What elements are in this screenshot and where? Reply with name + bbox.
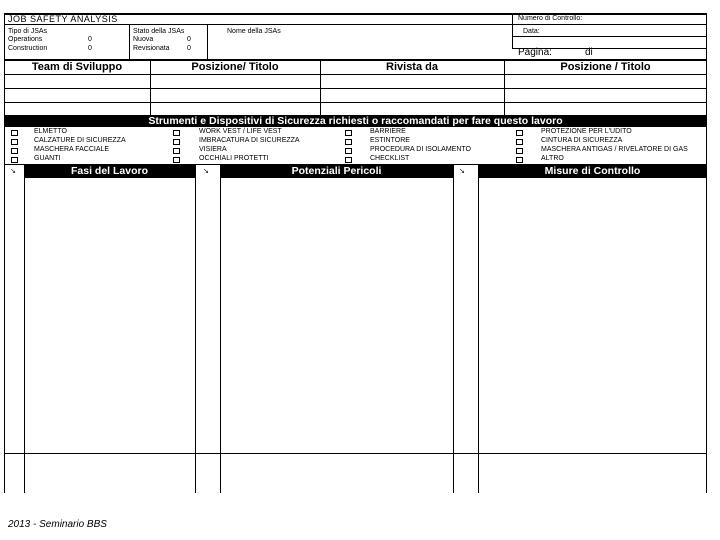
- tool-protezione-udito: PROTEZIONE PER L'UDITO: [541, 128, 632, 135]
- tool-maschera-antigas: MASCHERA ANTIGAS / RIVELATORE DI GAS: [541, 146, 688, 153]
- tipo-operations-value[interactable]: 0: [88, 36, 92, 43]
- pericoli-header: [220, 165, 453, 178]
- tools-banner-text: Strumenti e Dispositivi di Sicurezza richiesti o raccomandati per fare questo lavoro: [148, 115, 563, 127]
- header-divider-2: [207, 24, 208, 59]
- checkbox-estintore[interactable]: [345, 139, 352, 145]
- checkbox-altro[interactable]: [516, 157, 523, 163]
- stato-nuova-label: Nuova: [133, 36, 154, 43]
- form-right-border: [706, 13, 707, 493]
- form-title: JOB SAFETY ANALYSIS: [8, 14, 118, 24]
- tool-work-vest: WORK VEST / LIFE VEST: [199, 128, 282, 135]
- tool-visiera: VISIERA: [199, 146, 227, 153]
- pericoli-input-area[interactable]: [221, 179, 453, 453]
- misure-header: [478, 165, 707, 178]
- fasi-input-area[interactable]: [25, 179, 195, 453]
- checkbox-occhiali[interactable]: [173, 157, 180, 163]
- checkbox-maschera-facciale[interactable]: [11, 148, 18, 154]
- tool-procedura-isolamento: PROCEDURA DI ISOLAMENTO: [370, 146, 472, 153]
- title-underline: [4, 24, 512, 25]
- tipo-operations-label: Operations: [8, 36, 43, 43]
- checkbox-elmetto[interactable]: [11, 130, 18, 136]
- stato-nuova-value[interactable]: 0: [187, 36, 191, 43]
- main-col-line-4: [453, 165, 454, 493]
- data-label: Data:: [523, 28, 540, 35]
- tool-maschera-facciale: MASCHERA FACCIALE: [34, 146, 110, 153]
- tool-imbracatura: IMBRACATURA DI SICUREZZA: [199, 137, 300, 144]
- misure-input-area[interactable]: [479, 179, 706, 453]
- fasi-sort-arrow-icon: ↘: [10, 168, 16, 175]
- team-header-sviluppo: Team di Sviluppo: [31, 61, 123, 73]
- checkbox-protezione-udito[interactable]: [516, 130, 523, 136]
- nome-label: Nome della JSAs: [227, 28, 281, 35]
- checkbox-checklist[interactable]: [345, 157, 352, 163]
- main-col-line-2: [195, 165, 196, 493]
- team-row-line-1: [4, 74, 707, 75]
- pericoli-sort-arrow-icon: ↘: [203, 168, 209, 175]
- fasi-header-text: Fasi del Lavoro: [70, 165, 149, 177]
- tool-altro: ALTRO: [541, 155, 564, 162]
- checkbox-procedura-isolamento[interactable]: [345, 148, 352, 154]
- tipo-construction-value[interactable]: 0: [88, 45, 92, 52]
- tool-occhiali: OCCHIALI PROTETTI: [199, 155, 269, 162]
- pagina-di-label: di: [585, 47, 593, 58]
- data-underline: [512, 36, 707, 37]
- checkbox-cintura[interactable]: [516, 139, 523, 145]
- numero-underline: [512, 24, 707, 25]
- tool-checklist: CHECKLIST: [370, 155, 410, 162]
- footer-caption: 2013 - Seminario BBS: [8, 519, 107, 530]
- header-right-divider: [512, 13, 513, 48]
- tool-barriere: BARRIERE: [370, 128, 406, 135]
- stato-label: Stato della JSAs: [133, 28, 185, 35]
- jsa-form: [4, 13, 707, 493]
- pagina-label: Pagina:: [518, 47, 552, 58]
- team-header-posizione: Posizione/ Titolo: [191, 61, 279, 73]
- team-row-line-3: [4, 102, 707, 103]
- checkbox-calzature[interactable]: [11, 139, 18, 145]
- tool-guanti: GUANTI: [34, 155, 61, 162]
- team-header-posizione-2: Posizione / Titolo: [560, 61, 651, 73]
- stato-revisionata-label: Revisionata: [133, 45, 170, 52]
- pericoli-header-text: Potenziali Pericoli: [291, 165, 382, 177]
- form-left-border: [4, 13, 5, 493]
- tool-estintore: ESTINTORE: [370, 137, 410, 144]
- fasi-header: [24, 165, 195, 178]
- checkbox-imbracatura[interactable]: [173, 139, 180, 145]
- tool-elmetto: ELMETTO: [34, 128, 67, 135]
- checkbox-barriere[interactable]: [345, 130, 352, 136]
- tool-cintura: CINTURA DI SICUREZZA: [541, 137, 623, 144]
- checkbox-guanti[interactable]: [11, 157, 18, 163]
- misure-header-text: Misure di Controllo: [544, 165, 641, 177]
- checkbox-maschera-antigas[interactable]: [516, 148, 523, 154]
- stato-revisionata-value[interactable]: 0: [187, 45, 191, 52]
- main-row-line: [4, 453, 707, 454]
- tools-banner: [4, 115, 707, 127]
- numero-controllo-label: Numero di Controllo:: [518, 15, 583, 22]
- checkbox-visiera[interactable]: [173, 148, 180, 154]
- misure-sort-arrow-icon: ↘: [459, 168, 465, 175]
- checkbox-work-vest[interactable]: [173, 130, 180, 136]
- team-row-line-2: [4, 88, 707, 89]
- tipo-construction-label: Construction: [8, 45, 48, 52]
- tipo-label: Tipo di JSAs: [8, 28, 48, 35]
- team-header-rivista: Rivista da: [386, 61, 438, 73]
- header-divider-1: [129, 24, 130, 59]
- tool-calzature: CALZATURE DI SICUREZZA: [34, 137, 126, 144]
